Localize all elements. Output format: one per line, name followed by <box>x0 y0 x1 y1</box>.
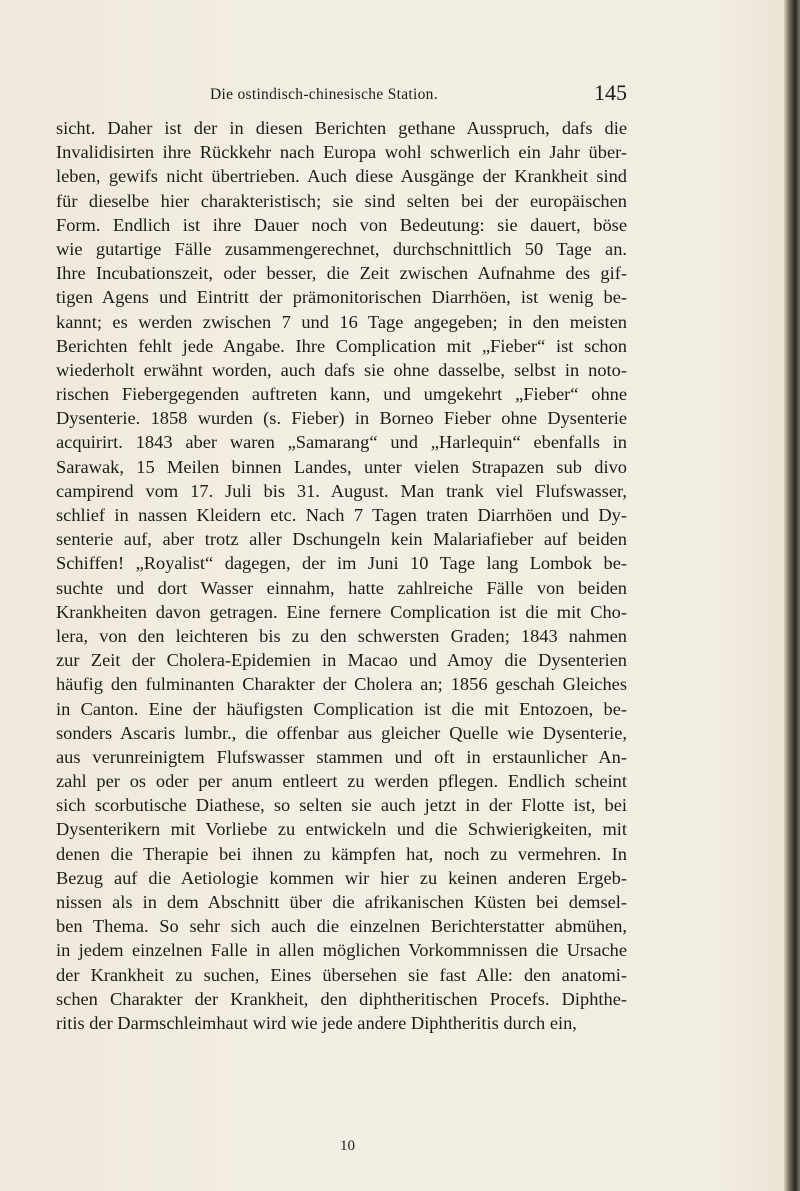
text-line: tigen Agens und Eintritt der prämonitorischen Diarrhöen, ist wenig be- <box>56 287 627 308</box>
text-line: campirend vom 17. Juli bis 31. August. Man trank viel Flufswasser, <box>56 480 627 501</box>
text-line: leben, gewifs nicht übertrieben. Auch diese Ausgänge der Krankheit sind <box>56 166 627 187</box>
text-line: wiederholt erwähnt worden, auch dafs sie ohne dasselbe, selbst in noto- <box>56 359 627 380</box>
page-edge-shadow <box>784 0 800 1191</box>
text-line: in Canton. Eine der häufigsten Complication ist die mit Entozoen, be- <box>56 698 627 719</box>
text-line: schlief in nassen Kleidern etc. Nach 7 Tagen traten Diarrhöen und Dy- <box>56 505 627 525</box>
text-line: Bezug auf die Aetiologie kommen wir hier zu keinen anderen Ergeb- <box>56 867 627 888</box>
text-line: denen die Therapie bei ihnen zu kämpfen hat, noch zu vermehren. In <box>56 843 627 864</box>
text-line: Form. Endlich ist ihre Dauer noch von Bedeutung: sie dauert, böse <box>56 214 627 235</box>
text-line: Berichten fehlt jede Angabe. Ihre Complication mit „Fieber“ ist schon <box>56 335 627 356</box>
text-line: lera, von den leichteren bis zu den schwersten Graden; 1843 nahmen <box>56 625 627 646</box>
text-line: Sarawak, 15 Meilen binnen Landes, unter vielen Strapazen sub divo <box>56 456 627 477</box>
text-line: aus verunreinigtem Flufswasser stammen und oft in erstaunlicher An- <box>56 746 627 767</box>
text-line: ben Thema. So sehr sich auch die einzelnen Berichterstatter abmühen, <box>56 916 627 937</box>
text-line: wie gutartige Fälle zusammengerechnet, durchschnittlich 50 Tage an. <box>56 238 627 259</box>
text-line: Invalidisirten ihre Rückkehr nach Europa wohl schwerlich ein Jahr über- <box>56 142 627 163</box>
text-line: Ihre Incubationszeit, oder besser, die Zeit zwischen Aufnahme des gif- <box>56 263 627 284</box>
text-line: rischen Fiebergegenden auftreten kann, und umgekehrt „Fieber“ ohne <box>56 384 627 405</box>
text-line: Schiffen! „Royalist“ dagegen, der im Juni 10 Tage lang Lombok be- <box>56 553 627 574</box>
signature-mark: 10 <box>340 1138 355 1154</box>
text-line: sich scorbutische Diathese, so selten sie auch jetzt in der Flotte ist, bei <box>56 795 627 816</box>
text-line: ritis der Darmschleimhaut wird wie jede andere Diphtheritis durch ein, <box>56 1012 577 1033</box>
text-line: acquirirt. 1843 aber waren „Samarang“ und „Harlequin“ ebenfalls in <box>56 432 627 453</box>
text-line: in jedem einzelnen Falle in allen möglichen Vorkommnissen die Ursache <box>56 940 627 961</box>
text-line: häufig den fulminanten Charakter der Cholera an; 1856 geschah Gleiches <box>56 674 627 695</box>
text-line: der Krankheit zu suchen, Eines übersehen sie fast Alle: den anatomi- <box>56 964 627 985</box>
text-line: Dysenterikern mit Vorliebe zu entwickeln und die Schwierigkeiten, mit <box>56 819 627 840</box>
body-text <box>56 116 627 1035</box>
page-number: 145 <box>594 80 627 105</box>
text-line: für dieselbe hier charakteristisch; sie sind selten bei der europäischen <box>56 190 627 211</box>
page-header <box>155 80 655 116</box>
text-line: sonders Ascaris lumbr., die offenbar aus gleicher Quelle wie Dysenterie, <box>56 722 627 743</box>
text-line: suchte und dort Wasser einnahm, hatte zahlreiche Fälle von beiden <box>56 577 627 598</box>
text-line: Dysenterie. 1858 wurden (s. Fieber) in Borneo Fieber ohne Dysenterie <box>56 408 627 429</box>
text-line: kannt; es werden zwischen 7 und 16 Tage angegeben; in den meisten <box>56 311 627 332</box>
text-line: Krankheiten davon getragen. Eine fernere Complication ist die mit Cho- <box>56 601 627 622</box>
running-title: Die ostindisch-chinesische Station. <box>210 86 438 103</box>
text-line: sicht. Daher ist der in diesen Berichten gethane Ausspruch, dafs die <box>56 118 627 138</box>
text-line: zur Zeit der Cholera-Epidemien in Macao und Amoy die Dysenterien <box>56 650 627 671</box>
text-line: schen Charakter der Krankheit, den diphtheritischen Procefs. Diphthe- <box>56 988 627 1009</box>
text-line: nissen als in dem Abschnitt über die afrikanischen Küsten bei demsel- <box>56 892 627 912</box>
text-line: senterie auf, aber trotz aller Dschungeln kein Malariafieber auf beiden <box>56 529 627 550</box>
text-line: zahl per os oder per anum entleert zu werden pflegen. Endlich scheint <box>56 771 627 792</box>
